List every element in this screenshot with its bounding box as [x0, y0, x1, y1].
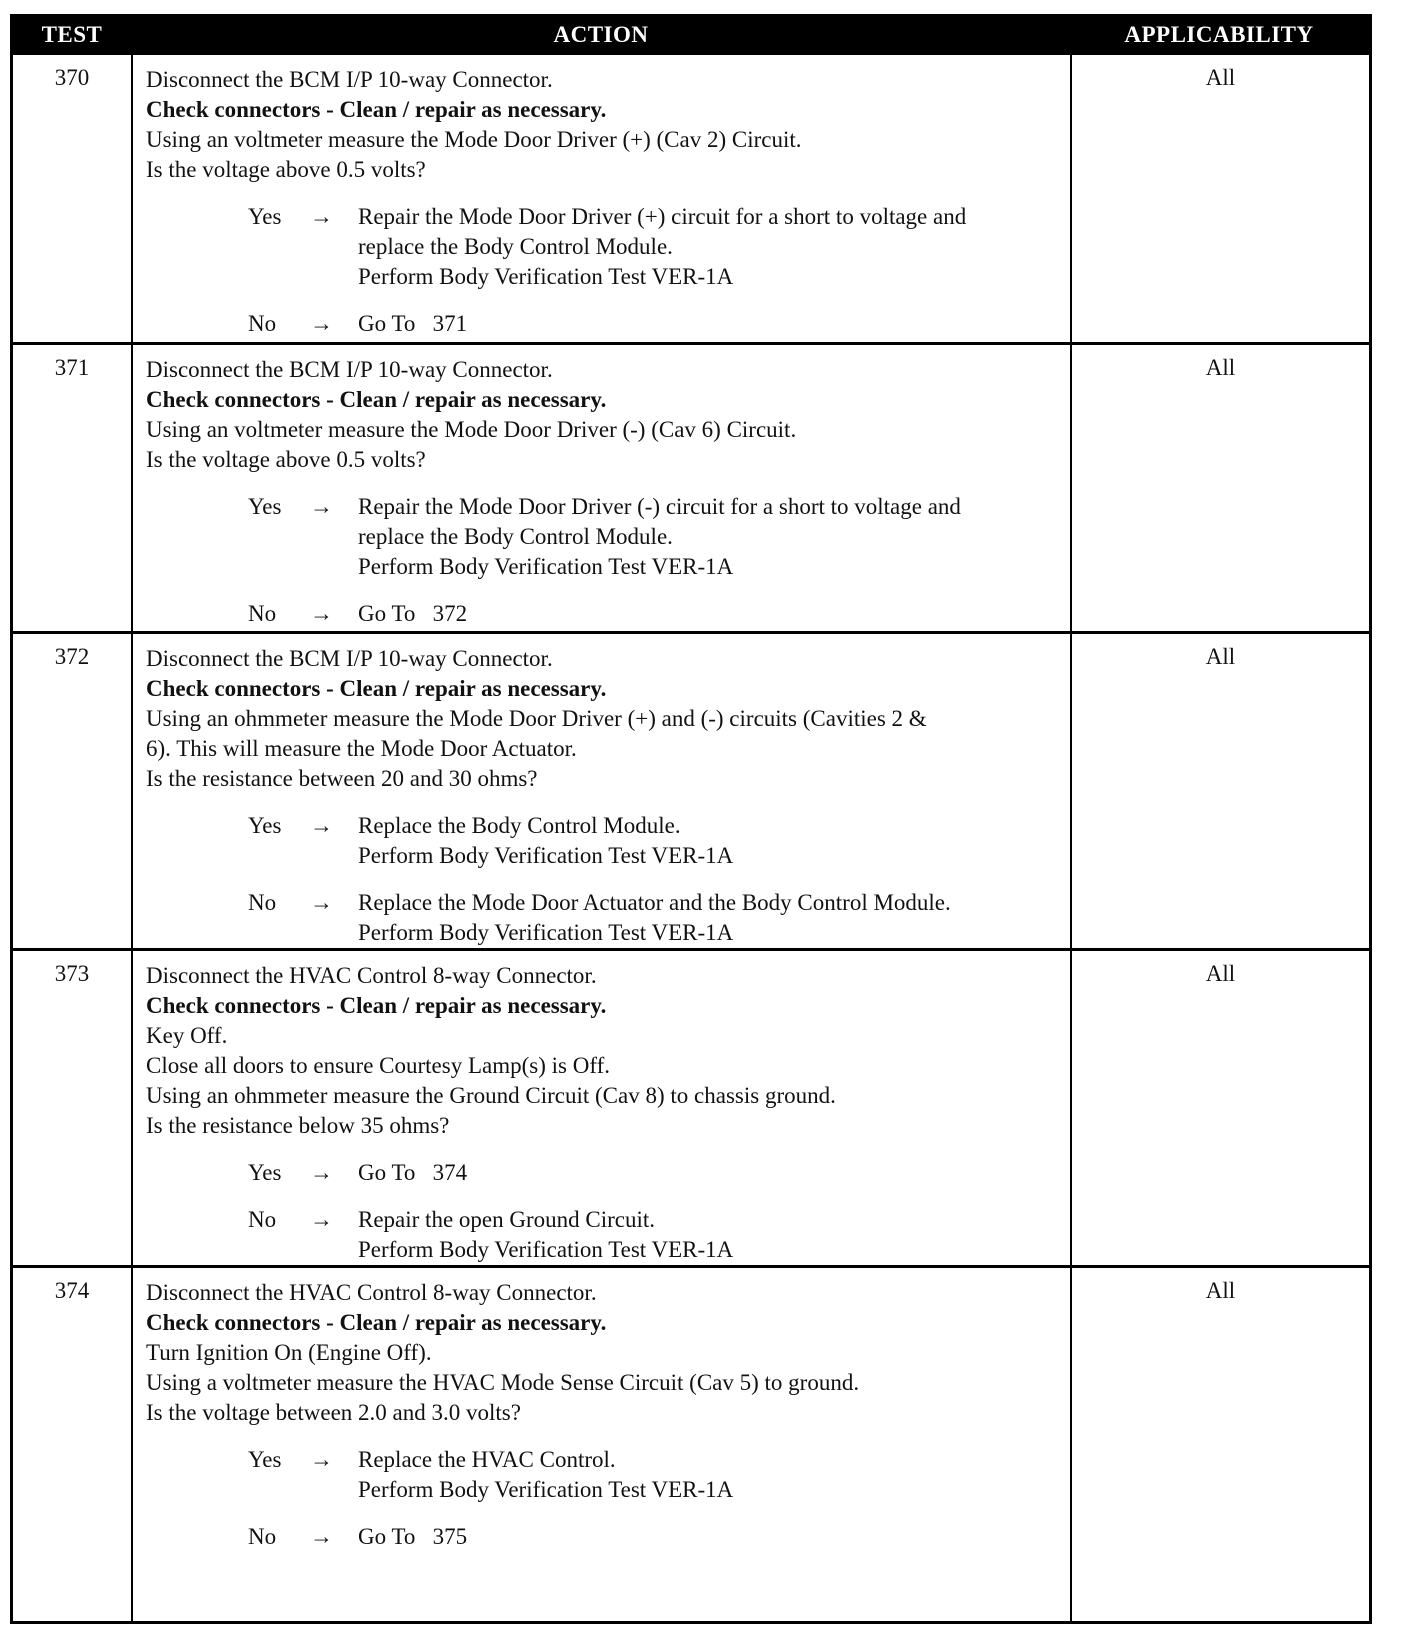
no-label: No [248, 1207, 277, 1232]
response-line: Perform Body Verification Test VER-1A [358, 554, 734, 579]
arrow-icon: → [310, 1524, 333, 1549]
no-label: No [248, 890, 277, 915]
action-line: Using a voltmeter measure the HVAC Mode Sense Circuit (Cav 5) to ground. [146, 1370, 860, 1395]
test-number: 371 [54, 355, 90, 380]
no-response [146, 888, 1066, 948]
action-line: Key Off. [146, 1023, 228, 1048]
action-line-bold: Check connectors - Clean / repair as necessary. [146, 676, 607, 701]
table-header [13, 17, 1369, 55]
no-response [146, 309, 1066, 339]
diagnostic-table [10, 14, 1372, 1624]
header-applicability: APPLICABILITY [1124, 22, 1314, 47]
action-line: Using an voltmeter measure the Mode Door Driver (-) (Cav 6) Circuit. [146, 417, 797, 442]
arrow-icon: → [310, 890, 333, 915]
response-line: Perform Body Verification Test VER-1A [358, 843, 734, 868]
yes-response [146, 1158, 1066, 1188]
action-line: Is the voltage between 2.0 and 3.0 volts? [146, 1400, 521, 1425]
test-row [13, 1265, 1369, 1621]
action-line: Disconnect the HVAC Control 8-way Connector. [146, 1280, 597, 1305]
arrow-icon: → [310, 1160, 333, 1185]
response-line: Replace the Body Control Module. [358, 813, 681, 838]
arrow-icon: → [310, 813, 333, 838]
action-line: Disconnect the BCM I/P 10-way Connector. [146, 357, 553, 382]
yes-label: Yes [248, 494, 282, 519]
no-label: No [248, 311, 277, 336]
yes-response [146, 1445, 1066, 1505]
action-line-bold: Check connectors - Clean / repair as necessary. [146, 1310, 607, 1335]
response-line: Perform Body Verification Test VER-1A [358, 1477, 734, 1502]
action-line: Disconnect the BCM I/P 10-way Connector. [146, 646, 553, 671]
test-row [13, 342, 1369, 631]
response-line: Go To 372 [358, 601, 468, 626]
action-line: Turn Ignition On (Engine Off). [146, 1340, 432, 1365]
action-line-bold: Check connectors - Clean / repair as necessary. [146, 993, 607, 1018]
applicability: All [1205, 1278, 1236, 1303]
no-label: No [248, 1524, 277, 1549]
action-line: 6). This will measure the Mode Door Actuator. [146, 736, 577, 761]
test-row [13, 631, 1369, 948]
yes-label: Yes [248, 1447, 282, 1472]
applicability: All [1205, 355, 1236, 380]
action-line: Is the voltage above 0.5 volts? [146, 157, 426, 182]
response-line: Repair the Mode Door Driver (+) circuit for a short to voltage and [358, 204, 967, 229]
applicability: All [1205, 644, 1236, 669]
test-number: 374 [54, 1278, 90, 1303]
arrow-icon: → [310, 204, 333, 229]
header-action: ACTION [553, 22, 649, 47]
response-line: Go To 374 [358, 1160, 468, 1185]
yes-response [146, 811, 1066, 871]
action-line: Is the resistance between 20 and 30 ohms? [146, 766, 538, 791]
no-label: No [248, 601, 277, 626]
action-cell [146, 1278, 1066, 1552]
response-line: Repair the open Ground Circuit. [358, 1207, 656, 1232]
response-line: Replace the Mode Door Actuator and the Body Control Module. [358, 890, 951, 915]
response-line: replace the Body Control Module. [358, 524, 673, 549]
action-line: Disconnect the HVAC Control 8-way Connector. [146, 963, 597, 988]
yes-label: Yes [248, 204, 282, 229]
action-cell [146, 644, 1066, 948]
action-cell [146, 961, 1066, 1265]
no-response [146, 1205, 1066, 1265]
response-line: Go To 371 [358, 311, 468, 336]
action-line: Using an ohmmeter measure the Ground Circuit (Cav 8) to chassis ground. [146, 1083, 836, 1108]
test-number: 372 [54, 644, 90, 669]
applicability: All [1205, 65, 1236, 90]
action-line-bold: Check connectors - Clean / repair as necessary. [146, 387, 607, 412]
response-line: replace the Body Control Module. [358, 234, 673, 259]
arrow-icon: → [310, 311, 333, 336]
action-cell [146, 355, 1066, 629]
action-line: Using an ohmmeter measure the Mode Door Driver (+) and (-) circuits (Cavities 2 & [146, 706, 927, 731]
yes-label: Yes [248, 813, 282, 838]
action-line: Close all doors to ensure Courtesy Lamp(s) is Off. [146, 1053, 610, 1078]
no-response [146, 1522, 1066, 1552]
applicability: All [1205, 961, 1236, 986]
arrow-icon: → [310, 494, 333, 519]
action-line: Disconnect the BCM I/P 10-way Connector. [146, 67, 553, 92]
action-line-bold: Check connectors - Clean / repair as necessary. [146, 97, 607, 122]
arrow-icon: → [310, 601, 333, 626]
response-line: Perform Body Verification Test VER-1A [358, 920, 734, 945]
response-line: Repair the Mode Door Driver (-) circuit for a short to voltage and [358, 494, 961, 519]
arrow-icon: → [310, 1207, 333, 1232]
test-row [13, 948, 1369, 1265]
test-number: 373 [54, 961, 90, 986]
action-line: Is the voltage above 0.5 volts? [146, 447, 426, 472]
test-row [13, 55, 1369, 342]
header-test: TEST [41, 22, 103, 47]
action-cell [146, 65, 1066, 339]
response-line: Perform Body Verification Test VER-1A [358, 1237, 734, 1262]
action-line: Is the resistance below 35 ohms? [146, 1113, 450, 1138]
arrow-icon: → [310, 1447, 333, 1472]
action-line: Using an voltmeter measure the Mode Door Driver (+) (Cav 2) Circuit. [146, 127, 802, 152]
yes-response [146, 202, 1066, 292]
no-response [146, 599, 1066, 629]
response-line: Perform Body Verification Test VER-1A [358, 264, 734, 289]
yes-label: Yes [248, 1160, 282, 1185]
yes-response [146, 492, 1066, 582]
response-line: Replace the HVAC Control. [358, 1447, 616, 1472]
response-line: Go To 375 [358, 1524, 468, 1549]
test-number: 370 [54, 65, 90, 90]
